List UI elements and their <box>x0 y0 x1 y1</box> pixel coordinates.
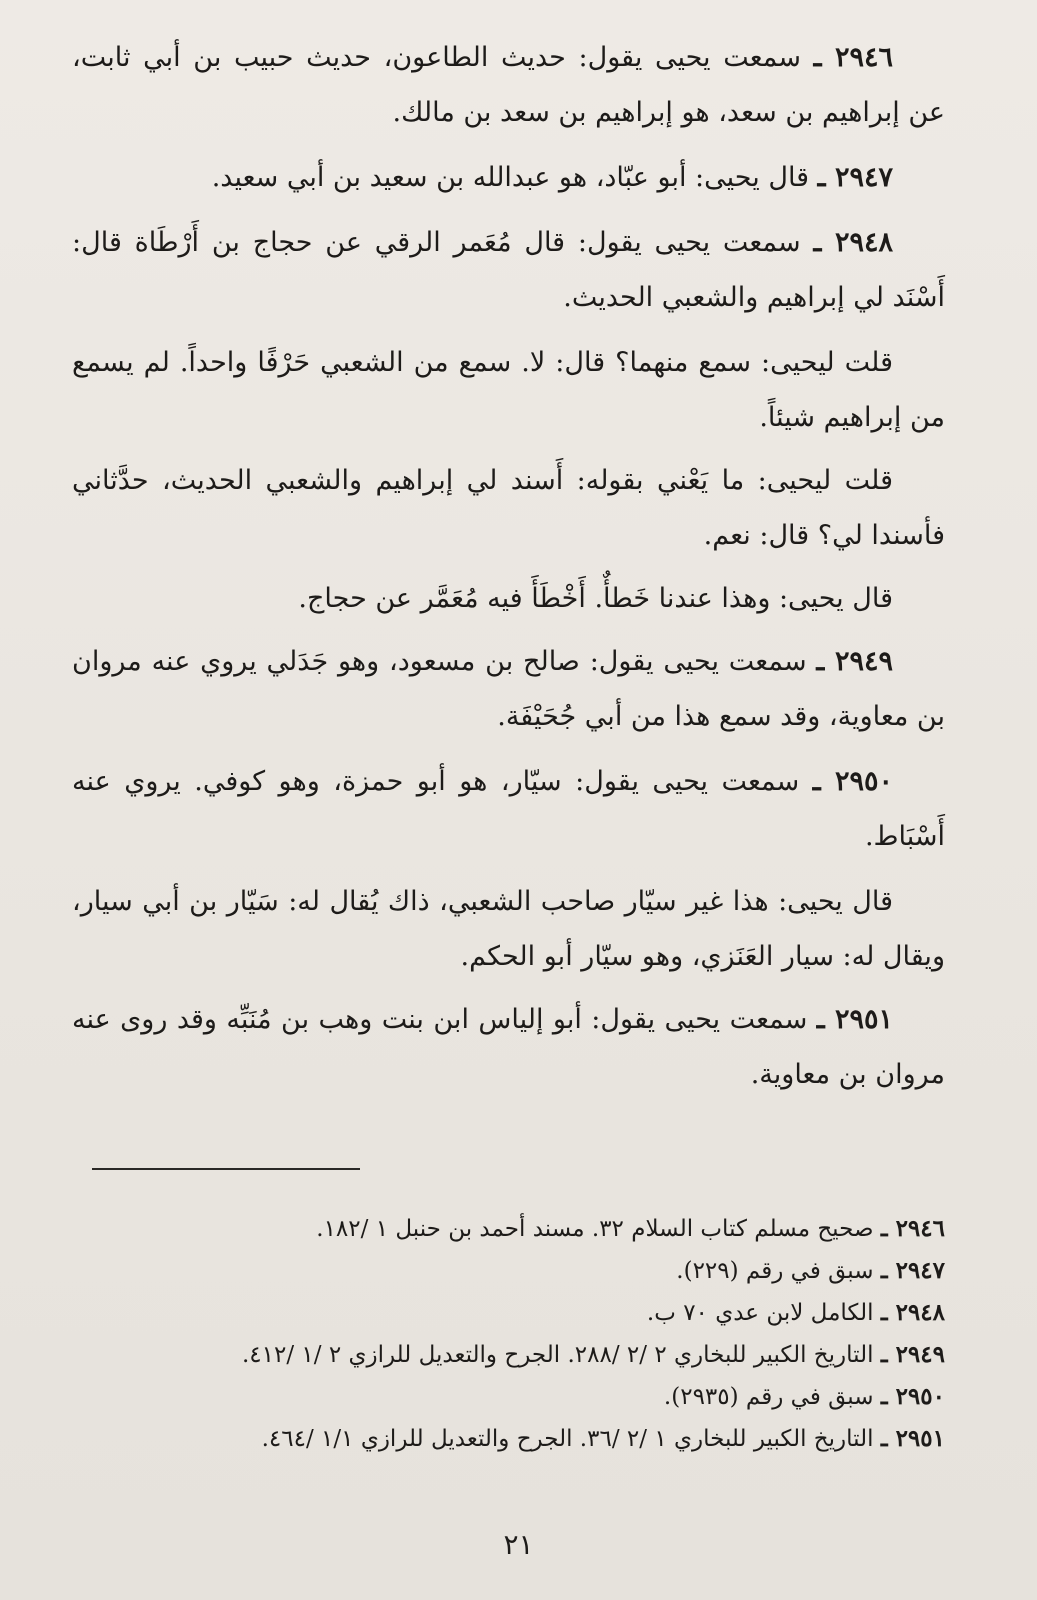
page-number: ٢١ <box>503 1528 534 1561</box>
footnote-number: ٢٩٤٨ ـ <box>880 1299 945 1326</box>
footnote-number: ٢٩٤٩ ـ <box>880 1341 945 1368</box>
entry-2946 <box>72 30 945 140</box>
entry-number: ٢٩٤٨ ـ <box>813 227 894 258</box>
entry-number: ٢٩٤٦ ـ <box>813 42 893 73</box>
footnote-number: ٢٩٥١ ـ <box>880 1425 945 1452</box>
main-text <box>72 30 945 1112</box>
entry-text: سمعت يحيى يقول: سيّار، هو أبو حمزة، وهو كوفي. يروي عنه أَسْبَاط. <box>72 766 945 852</box>
entry-2947 <box>72 150 945 205</box>
footnotes <box>72 1208 945 1460</box>
entry-number: ٢٩٤٩ ـ <box>816 646 894 677</box>
footnote-2948 <box>72 1292 945 1334</box>
entry-2948 <box>72 215 945 325</box>
entry-2950 <box>72 754 945 864</box>
footnote-2950 <box>72 1376 945 1418</box>
entry-2951 <box>72 992 945 1102</box>
footnote-text: التاريخ الكبير للبخاري ٢ /٢ /٢٨٨. الجرح والتعديل للرازي ٢ /١ /٤١٢. <box>241 1342 874 1368</box>
footnote-2947 <box>72 1250 945 1292</box>
footnote-number: ٢٩٤٦ ـ <box>880 1215 945 1242</box>
entry-text: سمعت يحيى يقول: قال مُعَمر الرقي عن حجاج بن أَرْطَاة قال: أَسْنَد لي إبراهيم والشعبي الحديث. <box>72 227 945 313</box>
footnote-number: ٢٩٥٠ ـ <box>880 1383 945 1410</box>
footnote-text: سبق في رقم (٢٩٣٥). <box>663 1384 874 1410</box>
footnote-text: التاريخ الكبير للبخاري ١ /٢ /٣٦. الجرح والتعديل للرازي ١/١ /٤٦٤. <box>261 1426 874 1452</box>
entry-2949 <box>72 634 945 744</box>
footnote-text: سبق في رقم (٢٢٩). <box>676 1258 874 1284</box>
footnote-divider <box>92 1168 360 1170</box>
footnote-2951 <box>72 1418 945 1460</box>
entry-2948-paragraph: قلت ليحيى: ما يَعْني بقوله: أَسند لي إبراهيم والشعبي الحديث، حدَّثاني فأسندا لي؟ قال: نعم. <box>72 465 945 551</box>
footnote-2949 <box>72 1334 945 1376</box>
entry-number: ٢٩٥٠ ـ <box>812 766 893 797</box>
entry-2948-paragraph: قلت ليحيى: سمع منهما؟ قال: لا. سمع من الشعبي حَرْفًا واحداً. لم يسمع من إبراهيم شيئاً. <box>72 347 945 433</box>
footnote-text: صحيح مسلم كتاب السلام ٣٢. مسند أحمد بن حنبل ١ /١٨٢. <box>316 1216 874 1242</box>
entry-number: ٢٩٥١ ـ <box>816 1004 893 1035</box>
footnote-text: الكامل لابن عدي ٧٠ ب. <box>646 1300 874 1326</box>
entry-number: ٢٩٤٧ ـ <box>817 162 893 193</box>
entry-text: قال يحيى: أبو عبّاد، هو عبدالله بن سعيد بن أبي سعيد. <box>211 162 810 193</box>
footnote-2946 <box>72 1208 945 1250</box>
entry-text: سمعت يحيى يقول: أبو إلياس ابن بنت وهب بن مُنَبِّه وقد روى عنه مروان بن معاوية. <box>72 1004 945 1090</box>
entry-2948-paragraph: قال يحيى: وهذا عندنا خَطأٌ. أَخْطَأَ فيه مُعَمَّر عن حجاج. <box>298 583 893 614</box>
footnote-number: ٢٩٤٧ ـ <box>880 1257 945 1284</box>
entry-2950-paragraph: قال يحيى: هذا غير سيّار صاحب الشعبي، ذاك يُقال له: سَيّار بن أبي سيار، ويقال له: سيار العَنَزي، وهو سيّار أبو الحكم. <box>72 886 945 972</box>
entry-text: سمعت يحيى يقول: حديث الطاعون، حديث حبيب بن أبي ثابت، عن إبراهيم بن سعد، هو إبراهيم بن سعد بن مالك. <box>72 42 945 128</box>
entry-text: سمعت يحيى يقول: صالح بن مسعود، وهو جَدَلي يروي عنه مروان بن معاوية، وقد سمع هذا من أبي جُحَيْفَة. <box>72 646 945 732</box>
